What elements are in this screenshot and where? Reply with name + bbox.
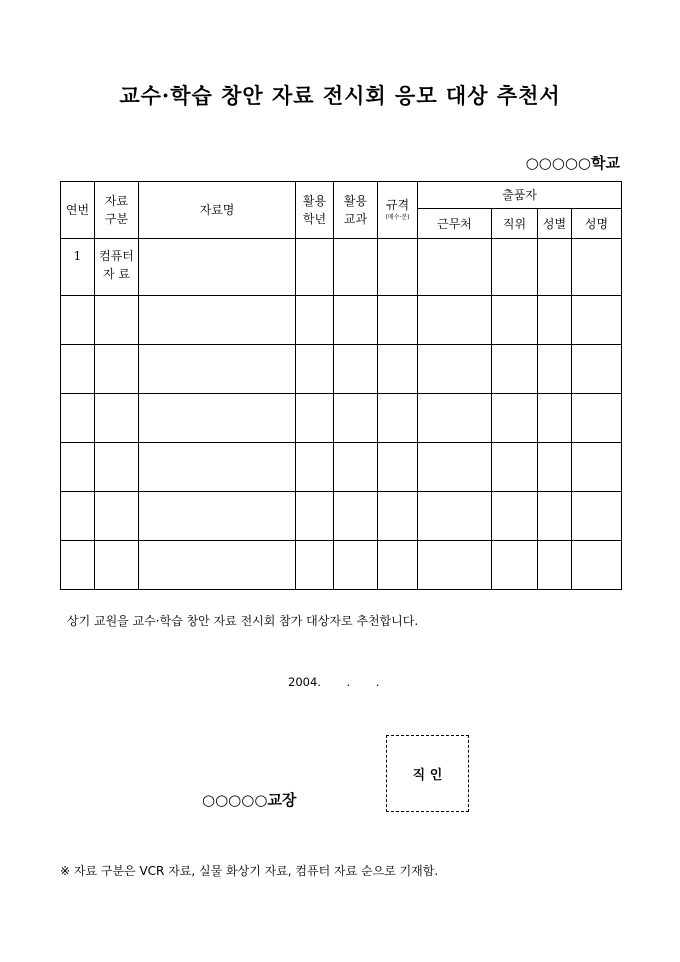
row-grade[interactable] [296, 345, 334, 394]
row-no[interactable] [61, 443, 95, 492]
row-category [95, 239, 139, 296]
row-category[interactable] [95, 492, 139, 541]
row-name[interactable] [572, 296, 622, 345]
row-name[interactable] [572, 492, 622, 541]
row-material-name[interactable] [139, 239, 296, 296]
row-no[interactable] [61, 492, 95, 541]
row-material-name[interactable] [139, 492, 296, 541]
row-workplace[interactable] [418, 296, 492, 345]
row-no[interactable] [61, 394, 95, 443]
header-name: 성명 [572, 209, 622, 239]
row-workplace[interactable] [418, 394, 492, 443]
row-position[interactable] [492, 443, 538, 492]
row-grade[interactable] [296, 492, 334, 541]
table-row [61, 541, 622, 590]
row-grade[interactable] [296, 296, 334, 345]
row-workplace[interactable] [418, 345, 492, 394]
header-no: 연번 [61, 182, 95, 239]
header-position: 직위 [492, 209, 538, 239]
row-gender[interactable] [538, 345, 572, 394]
row-subject[interactable] [334, 239, 378, 296]
row-category[interactable] [95, 443, 139, 492]
row-category[interactable] [95, 394, 139, 443]
row-position[interactable] [492, 394, 538, 443]
row-subject[interactable] [334, 394, 378, 443]
row-category[interactable] [95, 296, 139, 345]
header-grade-line1: 활용 [302, 194, 327, 208]
row-subject[interactable] [334, 296, 378, 345]
row-gender[interactable] [538, 296, 572, 345]
row-subject[interactable] [334, 345, 378, 394]
row-position[interactable] [492, 541, 538, 590]
header-gender: 성별 [538, 209, 572, 239]
row-subject[interactable] [334, 541, 378, 590]
row-gender[interactable] [538, 541, 572, 590]
header-grade [296, 182, 334, 239]
row-spec[interactable] [378, 296, 418, 345]
table-row [61, 345, 622, 394]
header-grade-line2: 학년 [302, 212, 327, 226]
row-name[interactable] [572, 394, 622, 443]
row-material-name[interactable] [139, 296, 296, 345]
header-category-line2: 구분 [104, 212, 129, 226]
header-workplace: 근무처 [418, 209, 492, 239]
row-spec[interactable] [378, 492, 418, 541]
row-no: 1 [61, 239, 95, 296]
row-spec[interactable] [378, 541, 418, 590]
header-exhibitor: 출품자 [418, 182, 622, 209]
date-line: 2004. . . [288, 675, 380, 689]
recommendation-statement: 상기 교원을 교수·학습 창안 자료 전시회 참가 대상자로 추천합니다. [67, 614, 419, 628]
row-workplace[interactable] [418, 541, 492, 590]
header-subject-line1: 활용 [343, 194, 368, 208]
header-material-name: 자료명 [139, 182, 296, 239]
row-grade[interactable] [296, 541, 334, 590]
table-row [61, 239, 622, 296]
footnote: ※ 자료 구분은 VCR 자료, 실물 화상기 자료, 컴퓨터 자료 순으로 기재함. [60, 864, 439, 878]
row-workplace[interactable] [418, 492, 492, 541]
row-spec[interactable] [378, 345, 418, 394]
row-spec[interactable] [378, 394, 418, 443]
row-gender[interactable] [538, 394, 572, 443]
table-row [61, 492, 622, 541]
row-name[interactable] [572, 239, 622, 296]
row-name[interactable] [572, 443, 622, 492]
row-category[interactable] [95, 541, 139, 590]
table-row [61, 443, 622, 492]
header-spec-sub: (매수·분) [385, 213, 410, 221]
header-subject [334, 182, 378, 239]
official-seal-box [386, 735, 469, 812]
row-spec[interactable] [378, 443, 418, 492]
row-workplace[interactable] [418, 239, 492, 296]
school-label: ○○○○○학교 [525, 154, 620, 172]
row-workplace[interactable] [418, 443, 492, 492]
row-no[interactable] [61, 541, 95, 590]
table-row [61, 394, 622, 443]
recommendation-table [60, 181, 622, 590]
row-gender[interactable] [538, 492, 572, 541]
row-spec[interactable] [378, 239, 418, 296]
row-category-line2: 자 료 [103, 267, 130, 281]
row-grade[interactable] [296, 239, 334, 296]
seal-label: 직 인 [412, 768, 443, 783]
row-position[interactable] [492, 239, 538, 296]
table-row [61, 296, 622, 345]
row-position[interactable] [492, 345, 538, 394]
row-material-name[interactable] [139, 541, 296, 590]
header-category [95, 182, 139, 239]
row-grade[interactable] [296, 443, 334, 492]
row-category[interactable] [95, 345, 139, 394]
row-position[interactable] [492, 492, 538, 541]
row-material-name[interactable] [139, 443, 296, 492]
header-subject-line2: 교과 [343, 212, 368, 226]
row-material-name[interactable] [139, 394, 296, 443]
row-position[interactable] [492, 296, 538, 345]
row-subject[interactable] [334, 492, 378, 541]
row-category-line1: 컴퓨터 [99, 249, 134, 263]
row-no[interactable] [61, 345, 95, 394]
row-gender[interactable] [538, 239, 572, 296]
row-name[interactable] [572, 345, 622, 394]
row-material-name[interactable] [139, 345, 296, 394]
principal-label: ○○○○○교장 [202, 791, 297, 809]
row-no[interactable] [61, 296, 95, 345]
header-spec-label: 규격 [385, 198, 410, 212]
document-title: 교수·학습 창안 자료 전시회 응모 대상 추천서 [119, 83, 561, 108]
row-name[interactable] [572, 541, 622, 590]
header-spec [378, 182, 418, 239]
row-subject[interactable] [334, 443, 378, 492]
row-grade[interactable] [296, 394, 334, 443]
header-category-line1: 자료 [104, 194, 129, 208]
row-gender[interactable] [538, 443, 572, 492]
